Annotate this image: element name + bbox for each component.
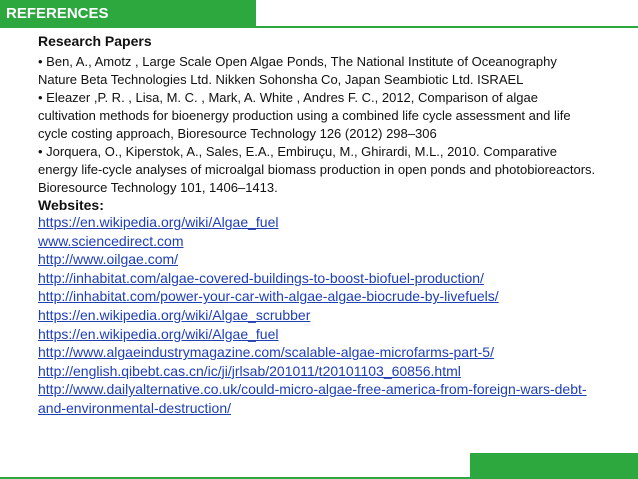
- reference-link[interactable]: http://www.algaeindustrymagazine.com/scalable-algae-microfarms-part-5/: [38, 344, 494, 361]
- slide-title: REFERENCES: [0, 0, 256, 28]
- reference-link[interactable]: www.sciencedirect.com: [38, 232, 184, 249]
- reference-link[interactable]: https://en.wikipedia.org/wiki/Algae_fuel: [38, 325, 279, 342]
- paper-entry: • Ben, A., Amotz , Large Scale Open Algae Ponds, The National Institute of Oceanography Nature Beta Technologies Ltd. Nikken Sohonsha Co, Japan Seambiotic Ltd. ISRAEL: [38, 54, 557, 87]
- reference-link[interactable]: https://en.wikipedia.org/wiki/Algae_fuel: [38, 214, 279, 230]
- footer-accent-block: [470, 453, 638, 479]
- header-rule: [256, 26, 638, 28]
- reference-link[interactable]: http://www.dailyalternative.co.uk/could-micro-algae-free-america-from-foreign-wars-debt-and-environmental-destruction/: [38, 381, 587, 416]
- reference-link[interactable]: http://english.qibebt.cas.cn/ic/ji/jrlsab/201011/t20101103_60856.html: [38, 362, 461, 379]
- papers-list: [38, 53, 598, 197]
- reference-link[interactable]: https://en.wikipedia.org/wiki/Algae_scrubber: [38, 306, 311, 323]
- websites-heading: Websites:: [38, 197, 104, 213]
- reference-link[interactable]: http://inhabitat.com/power-your-car-with-algae-algae-biocrude-by-livefuels/: [38, 288, 499, 305]
- paper-entry: • Eleazer ,P. R. , Lisa, M. C. , Mark, A. White , Andres F. C., 2012, Comparison of algae cultivation methods for bioenergy production using a combined life cycle assessment and life cycle costing approach, Bioresource Technology 126 (2012) 298–306: [38, 90, 571, 141]
- research-papers-heading: Research Papers: [38, 33, 152, 49]
- reference-link[interactable]: http://www.oilgae.com/: [38, 251, 179, 268]
- links-list: [38, 213, 598, 418]
- reference-link[interactable]: http://inhabitat.com/algae-covered-buildings-to-boost-biofuel-production/: [38, 269, 484, 286]
- content-area: [38, 32, 598, 418]
- paper-entry: • Jorquera, O., Kiperstok, A., Sales, E.A., Embiruçu, M., Ghirardi, M.L., 2010. Comparative energy life-cycle analyses of microalgal biomass production in open ponds and photobioreactors. Bioresource Technology 101, 1406–1413.: [38, 144, 596, 195]
